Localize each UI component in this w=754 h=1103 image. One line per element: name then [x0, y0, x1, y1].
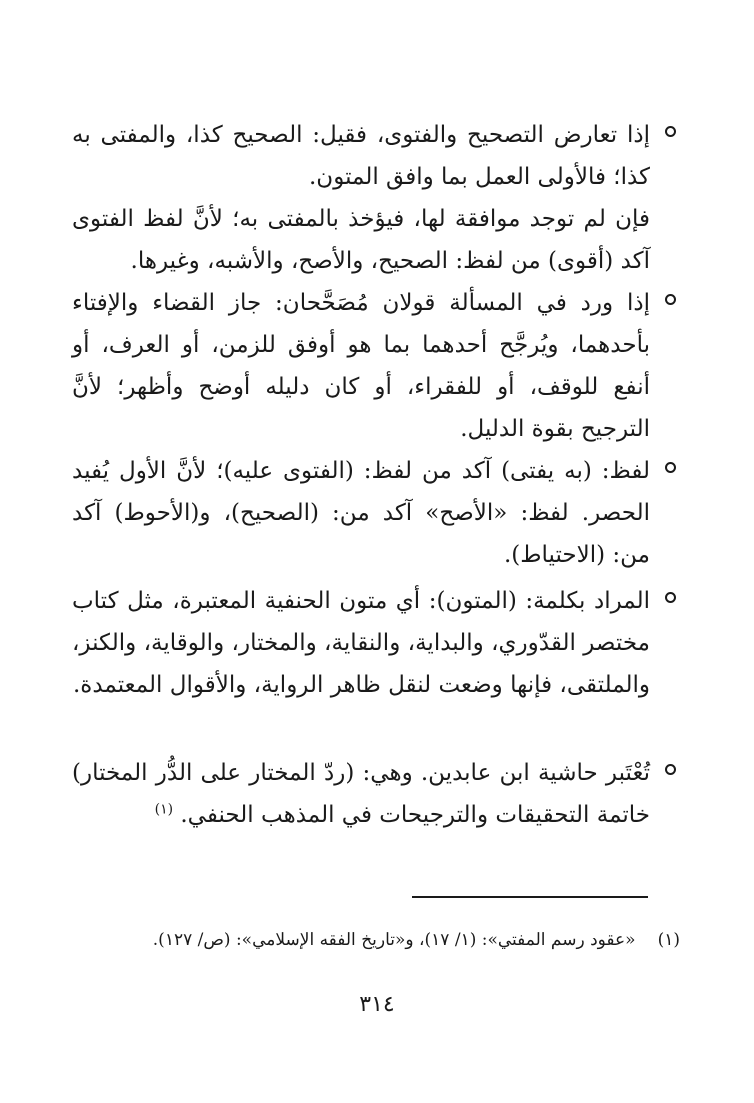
paragraph: المراد بكلمة: (المتون): أي متون الحنفية المعتبرة، مثل كتاب مختصر القدّوري، والبداية، والنقاية، والمختار، والوقاية، والكنز، والملتقى، فإنها وضعت لنقل ظاهر الرواية، والأقوال المعتمدة.: [72, 588, 650, 698]
list-item: [72, 752, 650, 836]
list-item: [72, 282, 650, 450]
paragraph: فإن لم توجد موافقة لها، فيؤخذ بالمفتى به؛ لأنَّ لفظ الفتوى آكد (أقوى) من لفظ: الصحيح، والأصح، والأشبه، وغيرها.: [72, 206, 650, 274]
paragraph: إذا ورد في المسألة قولان مُصَحَّحان: جاز القضاء والإفتاء بأحدهما، ويُرجَّح أحدهما بما هو أوفق للزمن، أو العرف، أو أنفع للوقف، أو للفقراء، أو كان دليله أوضح وأظهر؛ لأنَّ الترجيح بقوة الدليل.: [72, 290, 650, 442]
footnote: [72, 926, 680, 954]
footnote-reference[interactable]: (١): [154, 801, 174, 818]
circle-bullet-icon: [665, 462, 676, 473]
circle-bullet-icon: [665, 294, 676, 305]
paragraph: إذا تعارض التصحيح والفتوى، فقيل: الصحيح كذا، والمفتى به كذا؛ فالأولى العمل بما وافق المتون.: [72, 122, 650, 190]
page-number: ٣١٤: [359, 992, 395, 1017]
circle-bullet-icon: [665, 764, 676, 775]
list-item: [72, 114, 650, 282]
circle-bullet-icon: [665, 592, 676, 603]
footnote-divider: [412, 896, 648, 898]
footnote-text: «عقود رسم المفتي»: (١/ ١٧)، و«تاريخ الفقه الإسلامي»: (ص/ ١٢٧).: [152, 930, 636, 950]
paragraph-text: تُعْتَبر حاشية ابن عابدين. وهي: (ردّ المختار على الدُّر المختار) خاتمة التحقيقات والترجيحات في المذهب الحنفي.: [72, 760, 650, 828]
footnote-number: (١): [657, 930, 680, 950]
list-item: [72, 580, 650, 706]
list-item: [72, 450, 650, 576]
circle-bullet-icon: [665, 126, 676, 137]
paragraph: [72, 752, 650, 836]
paragraph: لفظ: (به يفتى) آكد من لفظ: (الفتوى عليه)؛ لأنَّ الأول يُفيد الحصر. لفظ: «الأصح» آكد من: (الصحيح)، و(الأحوط) آكد من: (الاحتياط).: [72, 458, 650, 568]
